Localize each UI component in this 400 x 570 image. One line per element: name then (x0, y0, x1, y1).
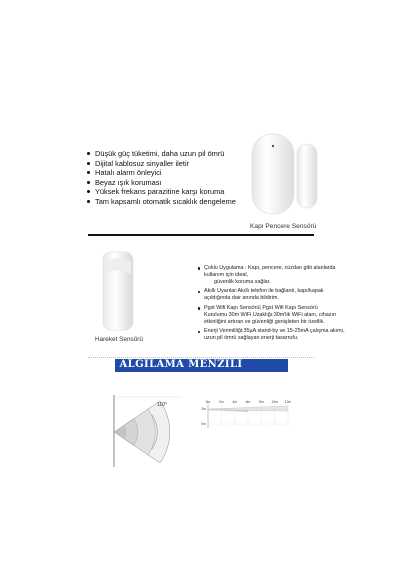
motion-sensor-image (100, 250, 136, 332)
feature-item: Tam kapsamlı otomatik sıcaklık dengeleme (87, 197, 277, 207)
door-sensor-caption: Kapı Pencere Sensörü (250, 223, 317, 230)
feature-item: Hatalı alarm önleyici (87, 168, 277, 178)
range-row-label: 0m (201, 422, 206, 426)
description-item (198, 265, 358, 285)
description-line: Akıllı Uyarılar:Akıllı telefon ile bağlantı, kapı/kapak (204, 288, 324, 295)
feature-descriptions (198, 265, 358, 345)
range-tick-label: 4m (232, 400, 238, 404)
detection-angle-label: 110° (157, 402, 167, 408)
description-line: Enerji Verimliliği:35µA stand-by ve 15-25mA çalışma akımı, (204, 328, 345, 335)
description-line: uzun pil ömrü sağlayan enerji tasarrufu. (204, 335, 299, 342)
description-item (198, 288, 358, 302)
description-line: kullanım için ideal, (204, 271, 249, 278)
range-tick-label: 0m (205, 400, 211, 404)
description-line: güvenlik koruma sağlar. (214, 278, 271, 285)
detection-range-title: ALGILAMA MENZİLİ (119, 359, 243, 370)
feature-list (87, 149, 277, 206)
detection-range-chart (196, 398, 291, 432)
range-tick-label: 2m (218, 400, 224, 404)
detection-angle-diagram (112, 395, 184, 469)
description-line: Pgst Wifi Kapı Sensörü| Pgst Wifi Kapı Sensörü (204, 304, 318, 311)
range-row-label: 2m (201, 407, 206, 411)
description-line: açıldığında dair anında bildirim. (204, 295, 279, 302)
feature-item: Düşük güç tüketimi, daha uzun pil ömrü (87, 149, 277, 159)
description-line: Kurulumu 30m WiFi Uzaklığı:30m'lik WiFi alanı, cihazın (204, 311, 336, 318)
section-divider (88, 234, 314, 236)
description-line: etkinliğini artıran ve güvenliği genişleten bir özellik. (204, 318, 325, 325)
range-tick-label: 10m (271, 400, 278, 404)
door-window-sensor-image (250, 128, 322, 216)
feature-item: Yüksek frekans parazitine karşı koruma (87, 187, 277, 197)
description-item (198, 305, 358, 325)
feature-item: Dijital kablosuz sinyaller iletir (87, 159, 277, 169)
motion-sensor-caption: Hareket Sensörü (95, 336, 143, 343)
description-line: Çoklu Uygulama : Kapı, pencere, cüzdan gibi alanlarda (204, 265, 336, 271)
feature-item: Beyaz ışık koruması (87, 178, 277, 188)
description-item (198, 328, 358, 342)
range-tick-label: 12m (284, 400, 291, 404)
range-tick-label: 6m (245, 400, 251, 404)
range-tick-label: 8m (258, 400, 264, 404)
